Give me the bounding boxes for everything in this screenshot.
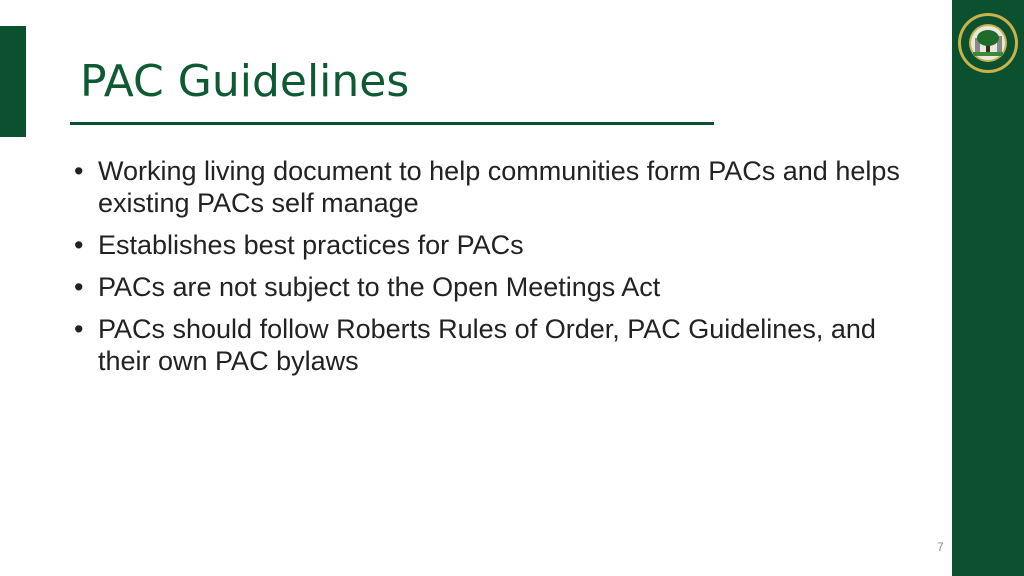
page-number: 7 bbox=[937, 540, 944, 554]
bullet-item: • PACs are not subject to the Open Meetings Act bbox=[74, 271, 934, 303]
bullet-item: • PACs should follow Roberts Rules of Order, PAC Guidelines, and their own PAC bylaws bbox=[74, 313, 934, 377]
bullet-item: • Establishes best practices for PACs bbox=[74, 229, 934, 261]
title-underline bbox=[70, 122, 714, 125]
bullet-list bbox=[74, 155, 934, 387]
right-sidebar-band bbox=[952, 0, 1024, 576]
left-accent-bar bbox=[0, 26, 26, 137]
park-district-seal-logo bbox=[957, 12, 1019, 74]
slide-title: PAC Guidelines bbox=[80, 56, 410, 107]
bullet-item: • Working living document to help communities form PACs and helps existing PACs self manage bbox=[74, 155, 934, 219]
